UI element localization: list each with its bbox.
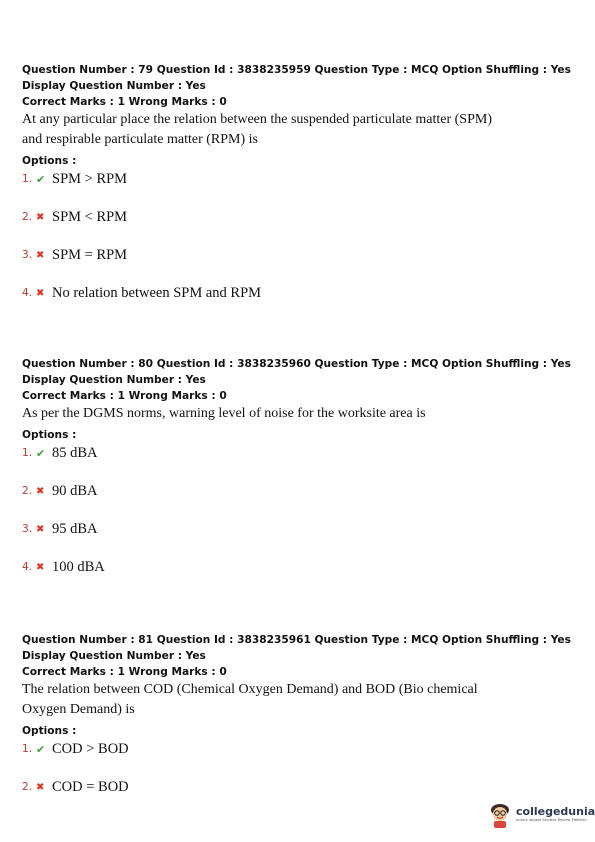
mascot-icon: [488, 800, 512, 828]
option-number: 3.: [22, 523, 33, 535]
cross-icon: ✖: [36, 485, 45, 497]
option-text: 95 dBA: [52, 520, 98, 537]
marks-line: Correct Marks : 1 Wrong Marks : 0: [22, 96, 227, 108]
marks-line: Correct Marks : 1 Wrong Marks : 0: [22, 666, 227, 678]
cross-icon: ✖: [36, 211, 45, 223]
option-item: [22, 207, 577, 227]
option-number: 1.: [22, 447, 33, 459]
option-text: No relation between SPM and RPM: [52, 284, 262, 301]
option-number: 4.: [22, 561, 33, 573]
question-text-line: The relation between COD (Chemical Oxygen Demand) and BOD (Bio chemical: [22, 682, 478, 697]
options-list: [22, 739, 577, 797]
option-item: [22, 739, 577, 759]
question-81: [22, 632, 577, 815]
question-meta-line: Question Number : 81 Question Id : 3838235961 Question Type : MCQ Option Shuffling : Yes: [22, 634, 571, 646]
question-text-line: Oxygen Demand) is: [22, 702, 135, 717]
option-number: 2.: [22, 485, 33, 497]
cross-icon: ✖: [36, 523, 45, 535]
option-number: 1.: [22, 743, 33, 755]
option-item: [22, 245, 577, 265]
option-item: [22, 557, 577, 577]
logo-tagline: India's largest Student Review Platform: [516, 817, 587, 822]
options-list: [22, 443, 577, 577]
question-text-line: and respirable particulate matter (RPM) is: [22, 132, 258, 147]
question-text-line: As per the DGMS norms, warning level of noise for the worksite area is: [22, 406, 426, 421]
options-label: Options :: [22, 155, 77, 167]
option-text: 100 dBA: [52, 558, 105, 575]
cross-icon: ✖: [36, 781, 45, 793]
question-text: [22, 404, 577, 424]
check-icon: ✔: [36, 447, 46, 460]
option-item: [22, 283, 577, 303]
option-item: [22, 169, 577, 189]
display-question-number: Display Question Number : Yes: [22, 374, 206, 386]
option-item: [22, 443, 577, 463]
check-icon: ✔: [36, 173, 46, 186]
option-text: 90 dBA: [52, 482, 98, 499]
option-text: COD = BOD: [52, 778, 129, 795]
cross-icon: ✖: [36, 561, 45, 573]
option-item: [22, 481, 577, 501]
question-text-line: At any particular place the relation between the suspended particulate matter (SPM): [22, 112, 492, 127]
option-text: COD > BOD: [52, 740, 129, 757]
options-list: [22, 169, 577, 303]
question-meta-line: Question Number : 79 Question Id : 3838235959 Question Type : MCQ Option Shuffling : Yes: [22, 64, 571, 76]
options-label: Options :: [22, 725, 77, 737]
option-item: [22, 519, 577, 539]
question-text: [22, 110, 577, 150]
option-text: SPM < RPM: [52, 208, 128, 225]
option-number: 3.: [22, 249, 33, 261]
cross-icon: ✖: [36, 287, 45, 299]
option-text: SPM = RPM: [52, 246, 128, 263]
question-meta-line: Question Number : 80 Question Id : 3838235960 Question Type : MCQ Option Shuffling : Yes: [22, 358, 571, 370]
question-text: [22, 680, 577, 720]
collegedunia-logo: [488, 796, 595, 832]
option-number: 4.: [22, 287, 33, 299]
option-number: 2.: [22, 211, 33, 223]
question-80: [22, 356, 577, 595]
logo-name: collegedunia: [516, 804, 595, 818]
option-item: [22, 777, 577, 797]
option-number: 1.: [22, 173, 33, 185]
display-question-number: Display Question Number : Yes: [22, 80, 206, 92]
display-question-number: Display Question Number : Yes: [22, 650, 206, 662]
cross-icon: ✖: [36, 249, 45, 261]
option-text: 85 dBA: [52, 444, 98, 461]
check-icon: ✔: [36, 743, 46, 756]
marks-line: Correct Marks : 1 Wrong Marks : 0: [22, 390, 227, 402]
option-number: 2.: [22, 781, 33, 793]
options-label: Options :: [22, 429, 77, 441]
option-text: SPM > RPM: [52, 170, 128, 187]
question-79: [22, 62, 577, 321]
